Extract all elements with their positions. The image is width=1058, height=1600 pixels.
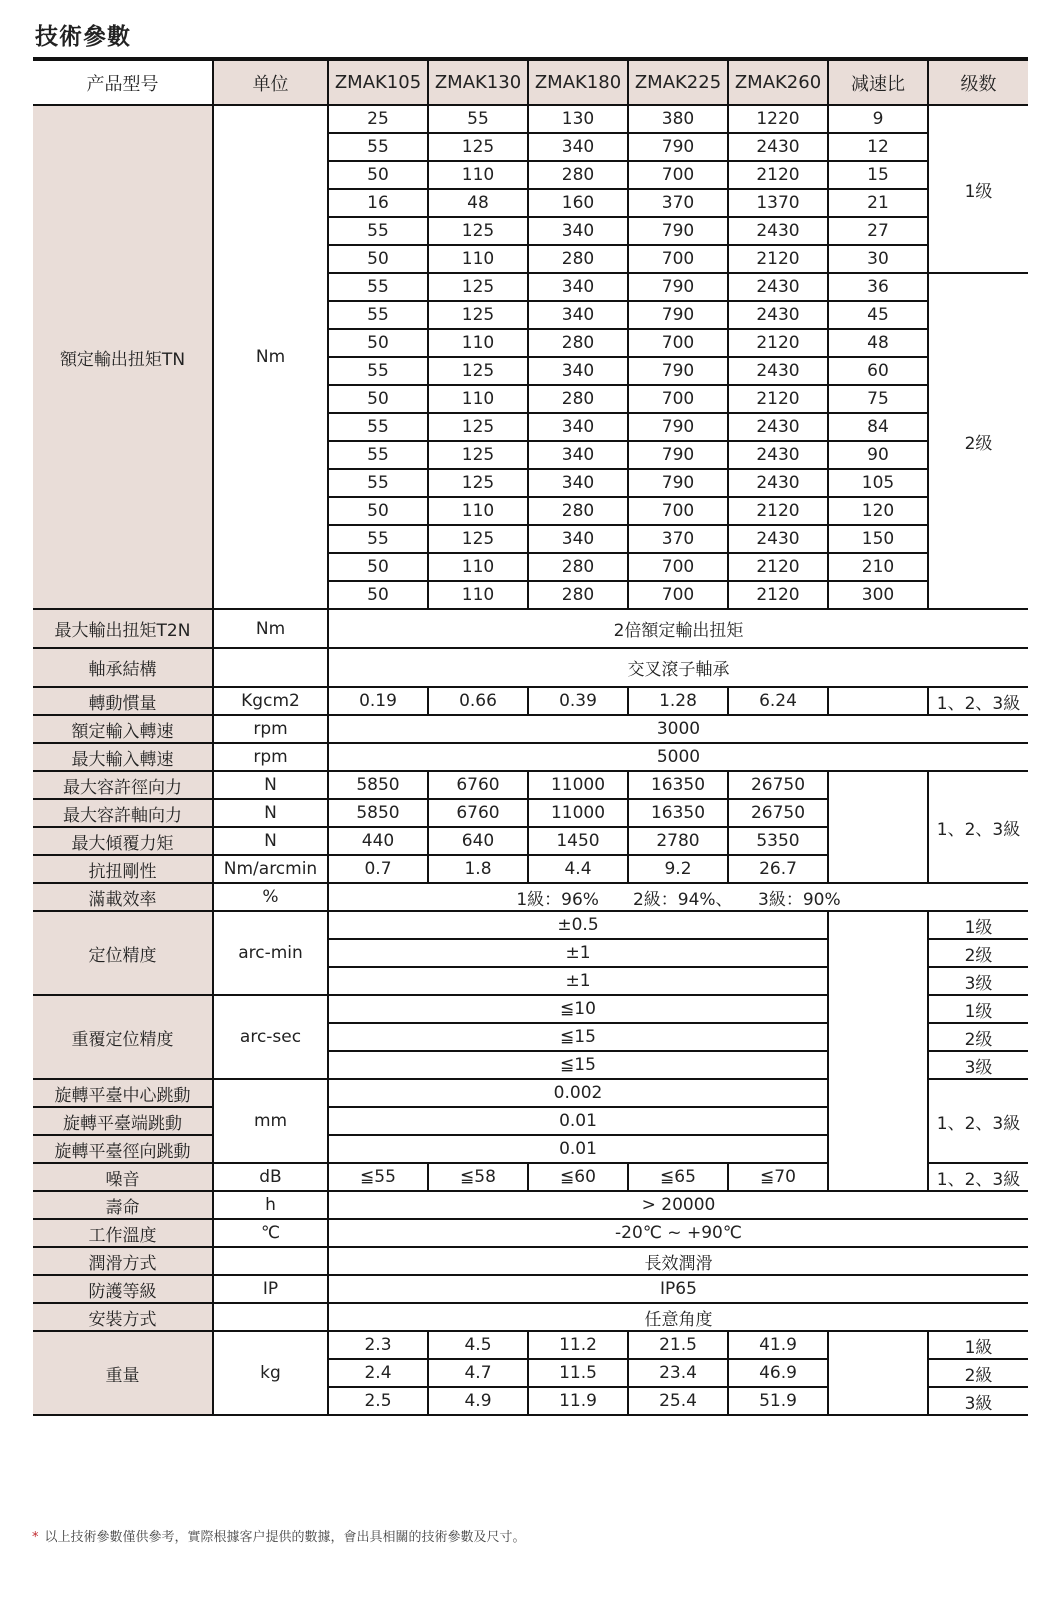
value-cell: 380	[628, 105, 728, 133]
value-cell: -20℃ ~ +90℃	[328, 1219, 1028, 1247]
value-cell: 50	[328, 385, 428, 413]
ratio-cell: 120	[828, 497, 928, 525]
value-cell: 790	[628, 469, 728, 497]
value-cell: 110	[428, 553, 528, 581]
table-row	[33, 687, 1028, 715]
value-cell: 340	[528, 357, 628, 385]
row-label: 潤滑方式	[33, 1247, 213, 1275]
row-label: 定位精度	[33, 911, 213, 995]
value-cell: 700	[628, 329, 728, 357]
column-header: 产品型号	[33, 59, 213, 105]
page-title: 技術參數	[35, 24, 131, 50]
value-cell: 任意角度	[328, 1303, 1028, 1331]
ratio-cell: 30	[828, 245, 928, 273]
value-cell: ≦10	[328, 995, 828, 1023]
value-cell: 790	[628, 413, 728, 441]
value-cell: ≦70	[728, 1163, 828, 1191]
value-cell: 340	[528, 525, 628, 553]
value-cell: 125	[428, 133, 528, 161]
table-row	[33, 1331, 1028, 1359]
ratio-cell: 150	[828, 525, 928, 553]
column-header: ZMAK130	[428, 59, 528, 105]
column-header: ZMAK225	[628, 59, 728, 105]
value-cell: 2.4	[328, 1359, 428, 1387]
value-cell: 2430	[728, 357, 828, 385]
value-cell: 280	[528, 581, 628, 609]
value-cell: 6.24	[728, 687, 828, 715]
value-cell: 160	[528, 189, 628, 217]
table-row	[33, 715, 1028, 743]
value-cell: 125	[428, 217, 528, 245]
value-cell: 110	[428, 329, 528, 357]
value-cell: 11.9	[528, 1387, 628, 1415]
value-cell: 700	[628, 161, 728, 189]
value-cell: 23.4	[628, 1359, 728, 1387]
value-cell: 280	[528, 245, 628, 273]
footnote-text: 以上技術參數僅供參考，實際根據客户提供的數據，會出具相關的技術參數及尺寸。	[44, 1530, 526, 1545]
table-row	[33, 1275, 1028, 1303]
value-cell: 2430	[728, 441, 828, 469]
asterisk: *	[32, 1530, 39, 1545]
ratio-cell: 45	[828, 301, 928, 329]
value-cell: 16	[328, 189, 428, 217]
value-cell: 340	[528, 273, 628, 301]
value-cell: 110	[428, 385, 528, 413]
value-cell: ≦58	[428, 1163, 528, 1191]
table-row	[33, 1303, 1028, 1331]
row-label: 軸承結構	[33, 648, 213, 687]
value-cell: 26.7	[728, 855, 828, 883]
spec-table	[33, 57, 1028, 1416]
value-cell: 5850	[328, 799, 428, 827]
value-cell: 交叉滾子軸承	[328, 648, 1028, 687]
value-cell: 2120	[728, 245, 828, 273]
stage-cell: 3级	[928, 1051, 1028, 1079]
row-label: 最大輸入轉速	[33, 743, 213, 771]
value-cell: 0.66	[428, 687, 528, 715]
ratio-cell: 84	[828, 413, 928, 441]
value-cell: 340	[528, 413, 628, 441]
unit: kg	[213, 1331, 328, 1415]
value-cell: IP65	[328, 1275, 1028, 1303]
value-cell: ≦60	[528, 1163, 628, 1191]
value-cell: 0.01	[328, 1107, 828, 1135]
value-cell: 2120	[728, 329, 828, 357]
unit: Nm/arcmin	[213, 855, 328, 883]
row-label: 噪音	[33, 1163, 213, 1191]
value-cell: 55	[328, 133, 428, 161]
unit	[213, 1303, 328, 1331]
value-cell: 5850	[328, 771, 428, 799]
value-cell: 280	[528, 497, 628, 525]
unit: %	[213, 883, 328, 911]
value-cell: ±0.5	[328, 911, 828, 939]
value-cell: 11000	[528, 771, 628, 799]
ratio-cell: 21	[828, 189, 928, 217]
stage-cell: 1、2、3級	[928, 687, 1028, 715]
value-cell: 790	[628, 301, 728, 329]
column-header: ZMAK105	[328, 59, 428, 105]
value-cell: 130	[528, 105, 628, 133]
value-cell: 2430	[728, 301, 828, 329]
value-cell: 4.4	[528, 855, 628, 883]
value-cell: 790	[628, 357, 728, 385]
value-cell: 110	[428, 497, 528, 525]
value-cell: 4.9	[428, 1387, 528, 1415]
value-cell: 50	[328, 497, 428, 525]
ratio-cell: 300	[828, 581, 928, 609]
value-cell: 55	[328, 469, 428, 497]
value-cell: 340	[528, 469, 628, 497]
column-header: 减速比	[828, 59, 928, 105]
value-cell: 640	[428, 827, 528, 855]
row-label: 旋轉平臺中心跳動	[33, 1079, 213, 1107]
value-cell: 55	[328, 357, 428, 385]
column-header: 级数	[928, 59, 1028, 105]
table-row	[33, 1219, 1028, 1247]
value-cell: 2120	[728, 553, 828, 581]
value-cell: 0.7	[328, 855, 428, 883]
value-cell: 110	[428, 245, 528, 273]
row-label: 額定輸出扭矩TN	[33, 105, 213, 609]
value-cell: 0.01	[328, 1135, 828, 1163]
value-cell: 2430	[728, 469, 828, 497]
row-label: 抗扭剛性	[33, 855, 213, 883]
value-cell: 2120	[728, 385, 828, 413]
ratio-cell: 210	[828, 553, 928, 581]
value-cell: 790	[628, 133, 728, 161]
value-cell: 1370	[728, 189, 828, 217]
value-cell: 50	[328, 245, 428, 273]
stage-cell: 1、2、3級	[928, 771, 1028, 883]
unit: IP	[213, 1275, 328, 1303]
ratio-cell: 15	[828, 161, 928, 189]
row-label: 最大容許徑向力	[33, 771, 213, 799]
row-label: 旋轉平臺徑向跳動	[33, 1135, 213, 1163]
value-cell: 0.19	[328, 687, 428, 715]
value-cell: 2.3	[328, 1331, 428, 1359]
value-cell: 2120	[728, 161, 828, 189]
unit: N	[213, 771, 328, 799]
value-cell: 1450	[528, 827, 628, 855]
stage-cell: 1级	[928, 911, 1028, 939]
column-header: ZMAK180	[528, 59, 628, 105]
row-label: 轉動慣量	[33, 687, 213, 715]
stage-cell: 1級	[928, 1331, 1028, 1359]
value-cell: 5350	[728, 827, 828, 855]
value-cell: 1級：96% 2級：94%、 3級：90%	[328, 883, 1028, 911]
value-cell: 9.2	[628, 855, 728, 883]
ratio-cell: 12	[828, 133, 928, 161]
value-cell: 26750	[728, 799, 828, 827]
table-row	[33, 1247, 1028, 1275]
value-cell: 280	[528, 553, 628, 581]
row-label: 重覆定位精度	[33, 995, 213, 1079]
ratio-cell: 75	[828, 385, 928, 413]
table-row	[33, 1191, 1028, 1219]
row-label: 壽命	[33, 1191, 213, 1219]
stage-cell: 1级	[928, 105, 1028, 273]
ratio-cell	[828, 1331, 928, 1415]
value-cell: 26750	[728, 771, 828, 799]
value-cell: 125	[428, 469, 528, 497]
value-cell: 2120	[728, 581, 828, 609]
value-cell: 370	[628, 189, 728, 217]
value-cell: 125	[428, 525, 528, 553]
value-cell: 46.9	[728, 1359, 828, 1387]
row-label: 最大輸出扭矩T2N	[33, 609, 213, 648]
value-cell: 280	[528, 385, 628, 413]
value-cell: 2430	[728, 273, 828, 301]
stage-cell: 3級	[928, 1387, 1028, 1415]
value-cell: 2120	[728, 497, 828, 525]
value-cell: 41.9	[728, 1331, 828, 1359]
row-label: 滿載效率	[33, 883, 213, 911]
value-cell: ≦55	[328, 1163, 428, 1191]
unit: Nm	[213, 105, 328, 609]
unit	[213, 648, 328, 687]
value-cell: 700	[628, 497, 728, 525]
value-cell: 125	[428, 441, 528, 469]
column-header: 单位	[213, 59, 328, 105]
value-cell: 16350	[628, 799, 728, 827]
row-label: 工作溫度	[33, 1219, 213, 1247]
row-label: 額定輸入轉速	[33, 715, 213, 743]
value-cell: 0.39	[528, 687, 628, 715]
unit	[213, 1247, 328, 1275]
unit: arc-sec	[213, 995, 328, 1079]
value-cell: 0.002	[328, 1079, 828, 1107]
value-cell: 55	[328, 273, 428, 301]
ratio-cell: 36	[828, 273, 928, 301]
row-label: 防護等級	[33, 1275, 213, 1303]
value-cell: ≦15	[328, 1051, 828, 1079]
value-cell: 50	[328, 581, 428, 609]
stage-cell: 2级	[928, 273, 1028, 609]
value-cell: 55	[428, 105, 528, 133]
value-cell: 125	[428, 357, 528, 385]
table-row	[33, 911, 1028, 939]
stage-cell: 2级	[928, 939, 1028, 967]
value-cell: 790	[628, 441, 728, 469]
value-cell: 3000	[328, 715, 1028, 743]
value-cell: 11.2	[528, 1331, 628, 1359]
value-cell: 48	[428, 189, 528, 217]
value-cell: 2430	[728, 525, 828, 553]
value-cell: 4.7	[428, 1359, 528, 1387]
value-cell: 6760	[428, 771, 528, 799]
value-cell: 50	[328, 553, 428, 581]
value-cell: 50	[328, 329, 428, 357]
value-cell: 55	[328, 301, 428, 329]
value-cell: 700	[628, 581, 728, 609]
value-cell: 5000	[328, 743, 1028, 771]
value-cell: 11.5	[528, 1359, 628, 1387]
row-label: 旋轉平臺端跳動	[33, 1107, 213, 1135]
unit: Nm	[213, 609, 328, 648]
value-cell: 700	[628, 245, 728, 273]
unit: N	[213, 827, 328, 855]
value-cell: 55	[328, 441, 428, 469]
value-cell: 1220	[728, 105, 828, 133]
ratio-cell: 9	[828, 105, 928, 133]
value-cell: 長效潤滑	[328, 1247, 1028, 1275]
value-cell: 1.8	[428, 855, 528, 883]
row-label: 最大容許軸向力	[33, 799, 213, 827]
column-header: ZMAK260	[728, 59, 828, 105]
value-cell: 110	[428, 161, 528, 189]
value-cell: ≦65	[628, 1163, 728, 1191]
value-cell: ±1	[328, 939, 828, 967]
stage-cell: 1、2、3級	[928, 1163, 1028, 1191]
unit: dB	[213, 1163, 328, 1191]
row-label: 重量	[33, 1331, 213, 1415]
value-cell: 340	[528, 301, 628, 329]
stage-cell: 2級	[928, 1359, 1028, 1387]
table-row	[33, 609, 1028, 648]
unit: Kgcm2	[213, 687, 328, 715]
unit: arc-min	[213, 911, 328, 995]
row-label: 最大傾覆力矩	[33, 827, 213, 855]
stage-cell: 1、2、3級	[928, 1079, 1028, 1163]
table-row	[33, 105, 1028, 133]
stage-cell: 2级	[928, 1023, 1028, 1051]
ratio-cell: 27	[828, 217, 928, 245]
value-cell: > 20000	[328, 1191, 1028, 1219]
unit: h	[213, 1191, 328, 1219]
table-row	[33, 648, 1028, 687]
value-cell: 2430	[728, 413, 828, 441]
value-cell: ±1	[328, 967, 828, 995]
value-cell: 55	[328, 413, 428, 441]
value-cell: 21.5	[628, 1331, 728, 1359]
ratio-cell: 48	[828, 329, 928, 357]
value-cell: 280	[528, 161, 628, 189]
value-cell: 50	[328, 161, 428, 189]
value-cell: 11000	[528, 799, 628, 827]
value-cell: 16350	[628, 771, 728, 799]
ratio-cell	[828, 771, 928, 883]
table-row	[33, 771, 1028, 799]
value-cell: 2780	[628, 827, 728, 855]
stage-cell: 3级	[928, 967, 1028, 995]
value-cell: 4.5	[428, 1331, 528, 1359]
value-cell: 125	[428, 301, 528, 329]
value-cell: 55	[328, 525, 428, 553]
ratio-cell: 90	[828, 441, 928, 469]
value-cell: 125	[428, 413, 528, 441]
value-cell: 6760	[428, 799, 528, 827]
unit: N	[213, 799, 328, 827]
value-cell: ≦15	[328, 1023, 828, 1051]
unit: rpm	[213, 743, 328, 771]
value-cell: 2.5	[328, 1387, 428, 1415]
stage-cell: 1级	[928, 995, 1028, 1023]
footnote	[32, 1526, 526, 1545]
value-cell: 125	[428, 273, 528, 301]
value-cell: 340	[528, 217, 628, 245]
value-cell: 370	[628, 525, 728, 553]
value-cell: 700	[628, 553, 728, 581]
table-row	[33, 743, 1028, 771]
ratio-cell: 60	[828, 357, 928, 385]
unit: rpm	[213, 715, 328, 743]
value-cell: 55	[328, 217, 428, 245]
unit: mm	[213, 1079, 328, 1163]
value-cell: 1.28	[628, 687, 728, 715]
value-cell: 2倍額定輸出扭矩	[328, 609, 1028, 648]
value-cell: 280	[528, 329, 628, 357]
value-cell: 790	[628, 217, 728, 245]
ratio-cell	[828, 911, 928, 1191]
ratio-cell: 105	[828, 469, 928, 497]
value-cell: 25	[328, 105, 428, 133]
value-cell: 440	[328, 827, 428, 855]
value-cell: 25.4	[628, 1387, 728, 1415]
value-cell: 340	[528, 133, 628, 161]
value-cell: 2430	[728, 133, 828, 161]
ratio-cell	[828, 687, 928, 715]
row-label: 安裝方式	[33, 1303, 213, 1331]
value-cell: 2430	[728, 217, 828, 245]
value-cell: 700	[628, 385, 728, 413]
table-row	[33, 883, 1028, 911]
value-cell: 790	[628, 273, 728, 301]
unit: ℃	[213, 1219, 328, 1247]
table-row	[33, 59, 1028, 105]
value-cell: 51.9	[728, 1387, 828, 1415]
value-cell: 110	[428, 581, 528, 609]
value-cell: 340	[528, 441, 628, 469]
